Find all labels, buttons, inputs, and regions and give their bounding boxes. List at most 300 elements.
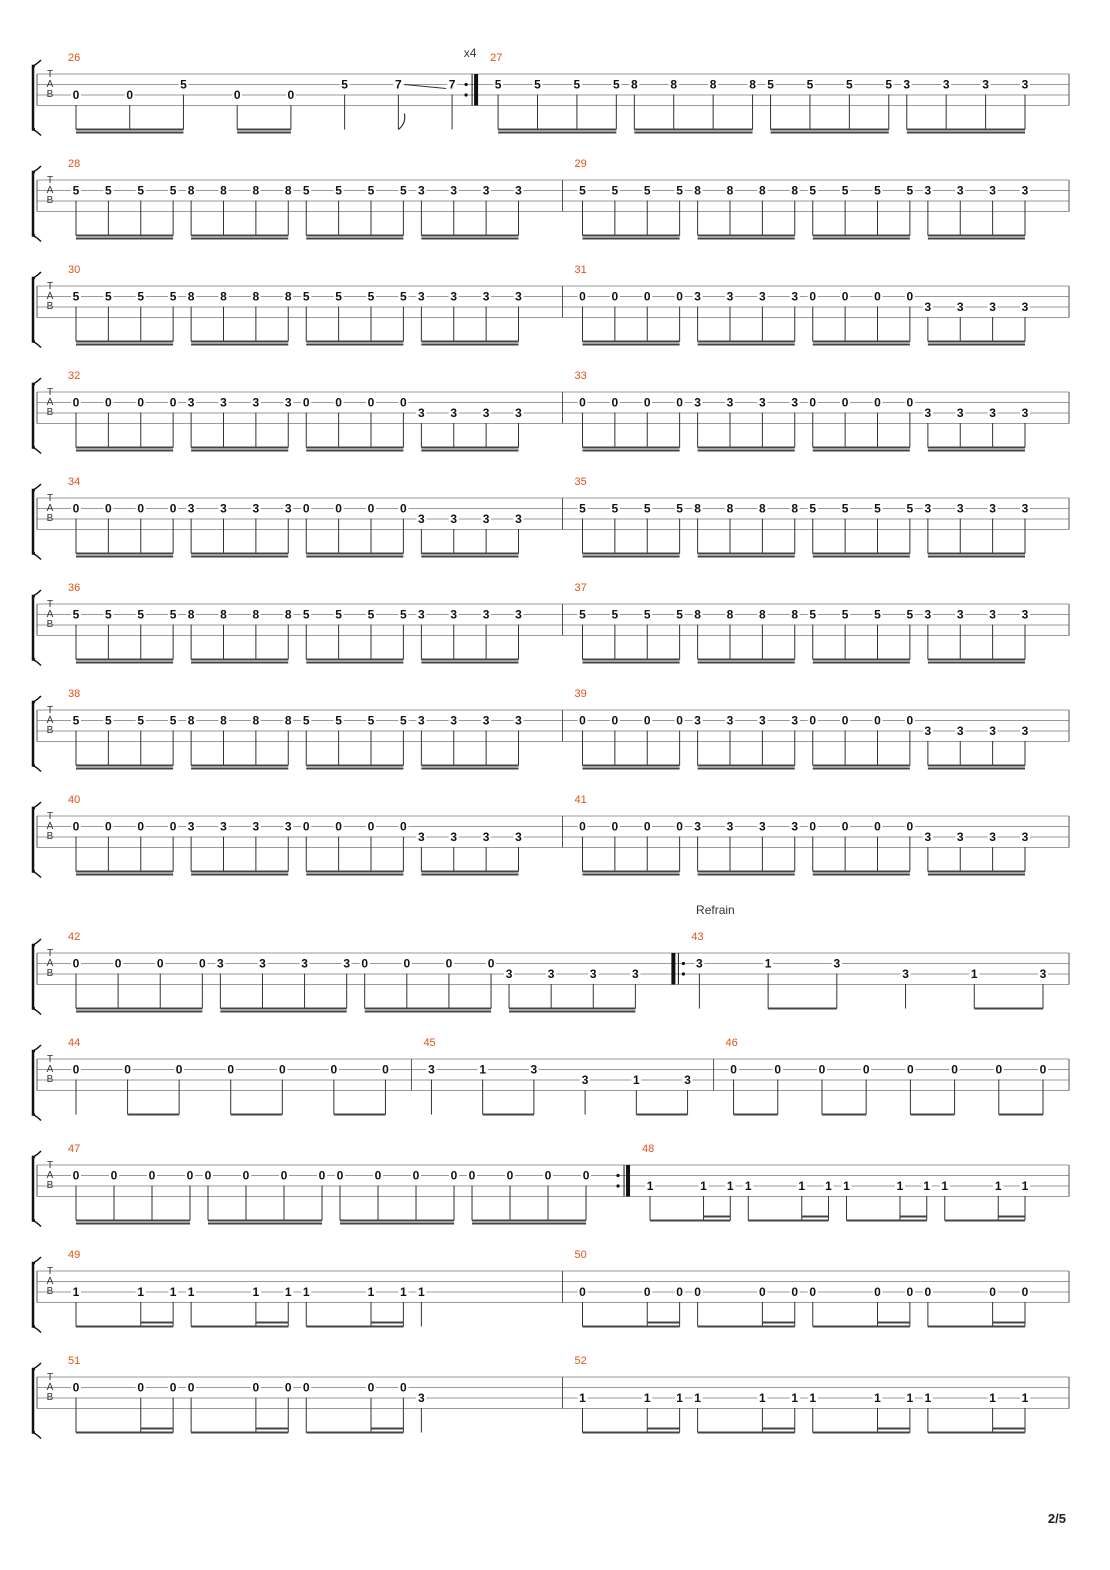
fret-number: 5 <box>302 289 310 304</box>
fret-number: 0 <box>906 713 914 728</box>
fret-number: 3 <box>482 183 490 198</box>
fret-number: 0 <box>287 88 295 102</box>
fret-number: 0 <box>126 88 134 102</box>
fret-number: 5 <box>809 183 817 198</box>
system-bracket <box>33 278 35 342</box>
fret-number: 5 <box>105 713 112 728</box>
fret-number: 3 <box>418 713 425 728</box>
fret-number: 1 <box>924 1391 932 1405</box>
fret-number: 0 <box>841 289 849 304</box>
fret-number: 0 <box>361 956 369 971</box>
tab-clef-letter: A <box>46 715 54 726</box>
tab-clef-letter: A <box>46 1382 54 1393</box>
repeat-dot <box>616 1184 619 1187</box>
tab-clef-letter: B <box>46 1392 54 1403</box>
fret-number: 0 <box>367 1380 375 1395</box>
fret-number: 5 <box>643 501 651 516</box>
fret-number: 0 <box>72 1168 80 1183</box>
fret-number: 3 <box>1021 724 1029 738</box>
tab-clef-letter: A <box>46 609 54 620</box>
fret-number: 3 <box>989 300 996 314</box>
fret-number: 5 <box>767 77 774 92</box>
fret-number: 0 <box>676 713 683 728</box>
fret-number: 1 <box>970 967 978 981</box>
fret-number: 0 <box>989 1285 996 1299</box>
fret-number: 0 <box>169 501 177 516</box>
fret-number: 3 <box>589 967 597 981</box>
tab-clef-letter: T <box>46 948 54 959</box>
fret-number: 3 <box>903 77 911 92</box>
fret-number: 0 <box>335 819 342 834</box>
fret-number: 5 <box>367 607 375 622</box>
fret-number: 3 <box>956 724 964 738</box>
measure-number: 42 <box>68 931 81 943</box>
fret-number: 0 <box>335 395 342 410</box>
fret-number: 5 <box>846 77 853 92</box>
fret-number: 0 <box>611 395 619 410</box>
tab-clef-letter: A <box>46 1064 54 1075</box>
fret-number: 3 <box>1021 501 1029 516</box>
fret-number: 5 <box>400 713 407 728</box>
fret-number: 0 <box>382 1062 389 1077</box>
fret-number: 1 <box>896 1179 904 1193</box>
fret-number: 1 <box>744 1179 752 1193</box>
fret-number: 3 <box>418 512 425 526</box>
fret-number: 0 <box>579 395 586 410</box>
section-marker-refrain: Refrain <box>696 903 735 917</box>
fret-number: 0 <box>374 1168 382 1183</box>
fret-number: 0 <box>169 395 177 410</box>
fret-number: 3 <box>759 819 766 834</box>
fret-number: 1 <box>137 1285 145 1299</box>
measure-number: 35 <box>574 476 587 488</box>
tab-clef-letter: T <box>46 493 54 504</box>
fret-number: 5 <box>367 713 375 728</box>
fret-number: 3 <box>220 395 227 410</box>
fret-number: 3 <box>684 1073 691 1087</box>
fret-number: 1 <box>791 1391 799 1405</box>
fret-number: 0 <box>335 501 342 516</box>
fret-number: 3 <box>1021 77 1029 92</box>
fret-number: 5 <box>169 183 177 198</box>
fret-number: 1 <box>809 1391 817 1405</box>
fret-number: 0 <box>330 1062 338 1077</box>
fret-number: 3 <box>418 289 425 304</box>
fret-number: 5 <box>400 607 407 622</box>
fret-number: 1 <box>646 1179 654 1193</box>
fret-number: 0 <box>809 819 817 834</box>
fret-number: 3 <box>505 967 513 981</box>
fret-number: 1 <box>252 1285 260 1299</box>
tab-clef-letter: A <box>46 1170 54 1181</box>
fret-number: 5 <box>643 183 651 198</box>
fret-number: 3 <box>450 713 458 728</box>
fret-number: 8 <box>670 77 678 92</box>
fret-number: 5 <box>169 289 177 304</box>
repeat-dot <box>464 83 467 86</box>
fret-number: 0 <box>72 88 80 102</box>
fret-number: 5 <box>874 607 881 622</box>
fret-number: 0 <box>302 1380 310 1395</box>
fret-number: 3 <box>284 395 292 410</box>
fret-number: 5 <box>906 501 914 516</box>
measure-number: 44 <box>68 1037 81 1049</box>
fret-number: 3 <box>450 830 458 844</box>
fret-number: 3 <box>217 956 224 971</box>
fret-number: 5 <box>874 501 881 516</box>
fret-number: 0 <box>110 1168 118 1183</box>
fret-number: 0 <box>759 1285 766 1299</box>
fret-number: 8 <box>284 289 292 304</box>
fret-number: 3 <box>924 300 932 314</box>
fret-number: 0 <box>403 956 411 971</box>
fret-number: 5 <box>105 607 112 622</box>
fret-number: 5 <box>676 607 683 622</box>
fret-number: 1 <box>694 1391 701 1405</box>
tab-clef-letter: A <box>46 503 54 514</box>
fret-number: 3 <box>515 289 522 304</box>
fret-number: 3 <box>1021 607 1029 622</box>
fret-number: 5 <box>611 183 619 198</box>
fret-number: 3 <box>902 967 909 981</box>
fret-number: 0 <box>611 819 619 834</box>
fret-number: 0 <box>841 395 849 410</box>
tab-clef-letter: B <box>46 301 54 312</box>
fret-number: 3 <box>791 395 799 410</box>
measure-number: 48 <box>642 1143 655 1155</box>
tab-clef-letter: B <box>46 195 54 206</box>
fret-number: 3 <box>791 713 799 728</box>
fret-number: 0 <box>124 1062 131 1077</box>
fret-number: 5 <box>612 77 620 92</box>
fret-number: 0 <box>105 819 112 834</box>
fret-number: 0 <box>302 395 310 410</box>
fret-number: 5 <box>579 183 586 198</box>
fret-number: 3 <box>450 406 458 420</box>
fret-number: 5 <box>841 607 849 622</box>
fret-number: 0 <box>137 501 145 516</box>
tab-clef-letter: B <box>46 407 54 418</box>
fret-number: 1 <box>843 1179 850 1193</box>
fret-number: 1 <box>994 1179 1002 1193</box>
fret-number: 8 <box>284 183 292 198</box>
fret-number: 3 <box>450 289 458 304</box>
fret-number: 3 <box>726 395 734 410</box>
fret-number: 3 <box>450 607 458 622</box>
fret-number: 0 <box>242 1168 250 1183</box>
fret-number: 3 <box>956 300 964 314</box>
fret-number: 5 <box>367 289 375 304</box>
fret-number: 0 <box>643 1285 651 1299</box>
fret-number: 3 <box>694 713 701 728</box>
fret-number: 3 <box>252 501 260 516</box>
fret-number: 1 <box>1021 1179 1029 1193</box>
fret-number: 8 <box>726 607 734 622</box>
fret-number: 3 <box>515 512 522 526</box>
fret-number: 8 <box>252 607 260 622</box>
fret-number: 3 <box>694 819 701 834</box>
system-bracket <box>33 1157 35 1221</box>
fret-number: 5 <box>72 289 80 304</box>
fret-number: 0 <box>907 1062 914 1077</box>
tab-clef-letter: A <box>46 79 54 90</box>
fret-number: 3 <box>956 830 964 844</box>
fret-number: 3 <box>989 830 996 844</box>
fret-number: 0 <box>924 1285 932 1299</box>
fret-number: 8 <box>252 713 260 728</box>
fret-number: 8 <box>759 183 766 198</box>
repeat-count: x4 <box>463 46 477 60</box>
fret-number: 0 <box>676 395 683 410</box>
fret-number: 0 <box>175 1062 183 1077</box>
fret-number: 1 <box>825 1179 832 1193</box>
fret-number: 0 <box>280 1168 288 1183</box>
fret-number: 0 <box>611 289 619 304</box>
fret-number: 3 <box>418 830 425 844</box>
fret-number: 8 <box>726 501 734 516</box>
fret-number: 8 <box>220 713 227 728</box>
tab-clef-letter: T <box>46 1266 54 1277</box>
fret-number: 3 <box>220 819 227 834</box>
fret-number: 0 <box>169 1380 177 1395</box>
measure-number: 39 <box>574 688 587 700</box>
fret-number: 3 <box>482 713 490 728</box>
fret-number: 0 <box>400 501 407 516</box>
tab-clef-letter: B <box>46 1074 54 1085</box>
measure-number: 36 <box>68 582 81 594</box>
fret-number: 0 <box>544 1168 552 1183</box>
fret-number: 3 <box>482 289 490 304</box>
fret-number: 5 <box>335 607 342 622</box>
fret-number: 0 <box>468 1168 476 1183</box>
tab-clef-letter: B <box>46 725 54 736</box>
fret-number: 3 <box>726 819 734 834</box>
fret-number: 0 <box>1021 1285 1029 1299</box>
measure-number: 27 <box>490 52 503 64</box>
fret-number: 1 <box>367 1285 375 1299</box>
fret-number: 3 <box>1021 830 1029 844</box>
tab-clef-letter: A <box>46 291 54 302</box>
fret-number: 1 <box>632 1073 640 1087</box>
fret-number: 0 <box>72 501 80 516</box>
fret-number: 3 <box>989 501 996 516</box>
fret-number: 3 <box>482 607 490 622</box>
fret-number: 0 <box>302 819 310 834</box>
fret-number: 3 <box>694 395 701 410</box>
fret-number: 0 <box>137 819 145 834</box>
fret-number: 5 <box>302 183 310 198</box>
fret-number: 8 <box>220 183 227 198</box>
fret-number: 8 <box>187 289 195 304</box>
fret-number: 0 <box>579 819 586 834</box>
tab-clef-letter: A <box>46 958 54 969</box>
tab-clef-letter: A <box>46 821 54 832</box>
tab-clef-letter: A <box>46 1276 54 1287</box>
tab-clef-letter: B <box>46 1180 54 1191</box>
fret-number: 3 <box>694 289 701 304</box>
measure-number: 29 <box>574 158 587 170</box>
fret-number: 0 <box>874 819 881 834</box>
fret-number: 0 <box>72 819 80 834</box>
system-bracket <box>33 66 35 130</box>
measure-number: 38 <box>68 688 81 700</box>
fret-number: 3 <box>284 819 292 834</box>
fret-number: 3 <box>924 607 932 622</box>
fret-number: 0 <box>169 819 177 834</box>
fret-number: 1 <box>676 1391 683 1405</box>
fret-number: 8 <box>759 607 766 622</box>
fret-number: 0 <box>72 956 80 971</box>
system-bracket <box>33 1369 35 1433</box>
fret-number: 0 <box>400 395 407 410</box>
fret-number: 3 <box>956 406 964 420</box>
fret-number: 3 <box>924 724 932 738</box>
fret-number: 3 <box>187 819 195 834</box>
fret-number: 0 <box>579 289 586 304</box>
measure-number: 43 <box>691 931 704 943</box>
fret-number: 1 <box>643 1391 651 1405</box>
system-bracket <box>33 172 35 236</box>
fret-number: 0 <box>72 1062 80 1077</box>
fret-number: 3 <box>418 607 425 622</box>
fret-number: 0 <box>156 956 164 971</box>
fret-number: 3 <box>301 956 308 971</box>
fret-number: 8 <box>749 77 756 92</box>
fret-number: 3 <box>632 967 639 981</box>
fret-number: 0 <box>906 1285 914 1299</box>
tab-clef-letter: T <box>46 387 54 398</box>
fret-number: 3 <box>515 830 522 844</box>
fret-number: 8 <box>252 183 260 198</box>
measure-number: 33 <box>574 370 587 382</box>
fret-number: 5 <box>579 607 586 622</box>
fret-number: 0 <box>791 1285 799 1299</box>
fret-number: 0 <box>582 1168 590 1183</box>
fret-number: 0 <box>841 819 849 834</box>
fret-number: 5 <box>137 183 145 198</box>
repeat-dot <box>464 93 467 96</box>
tab-clef-letter: B <box>46 968 54 979</box>
fret-number: 0 <box>874 1285 881 1299</box>
tab-clef-letter: T <box>46 705 54 716</box>
tab-clef-letter: T <box>46 599 54 610</box>
tab-clef-letter: A <box>46 185 54 196</box>
tab-clef-letter: B <box>46 619 54 630</box>
fret-number: 3 <box>482 406 490 420</box>
measure-number: 50 <box>574 1249 587 1261</box>
fret-number: 3 <box>343 956 351 971</box>
fret-number: 8 <box>187 607 195 622</box>
fret-number: 0 <box>105 501 112 516</box>
fret-number: 5 <box>335 289 342 304</box>
fret-number: 1 <box>579 1391 586 1405</box>
fret-number: 8 <box>759 501 766 516</box>
fret-number: 0 <box>906 395 914 410</box>
fret-number: 0 <box>199 956 206 971</box>
fret-number: 3 <box>187 395 195 410</box>
fret-number: 7 <box>395 77 402 92</box>
fret-number: 3 <box>989 607 996 622</box>
fret-number: 3 <box>220 501 227 516</box>
measure-number: 51 <box>68 1355 81 1367</box>
fret-number: 0 <box>951 1062 958 1077</box>
fret-number: 0 <box>676 819 683 834</box>
repeat-dot <box>616 1174 619 1177</box>
fret-number: 1 <box>700 1179 707 1193</box>
fret-number: 0 <box>841 713 849 728</box>
fret-number: 5 <box>335 713 342 728</box>
measure-number: 52 <box>574 1355 587 1367</box>
fret-number: 5 <box>341 77 348 92</box>
repeat-dot <box>682 972 685 975</box>
tab-clef-letter: B <box>46 1286 54 1297</box>
fret-number: 3 <box>982 77 989 92</box>
fret-number: 0 <box>730 1062 737 1077</box>
fret-number: 3 <box>956 607 964 622</box>
fret-number: 3 <box>187 501 195 516</box>
fret-number: 0 <box>187 1380 195 1395</box>
tab-clef-letter: T <box>46 811 54 822</box>
repeat-dot <box>682 962 685 965</box>
fret-number: 5 <box>137 713 145 728</box>
fret-number: 3 <box>515 607 522 622</box>
fret-number: 1 <box>759 1391 766 1405</box>
fret-number: 5 <box>137 607 145 622</box>
measure-number: 26 <box>68 52 81 64</box>
fret-number: 3 <box>418 406 425 420</box>
system-bracket <box>33 1051 35 1115</box>
fret-number: 5 <box>72 183 80 198</box>
fret-number: 1 <box>906 1391 914 1405</box>
fret-number: 0 <box>450 1168 458 1183</box>
system-bracket <box>33 945 35 1009</box>
fret-number: 1 <box>187 1285 195 1299</box>
fret-number: 1 <box>169 1285 177 1299</box>
fret-number: 0 <box>506 1168 514 1183</box>
fret-number: 8 <box>187 183 195 198</box>
fret-number: 3 <box>989 183 996 198</box>
fret-number: 5 <box>180 77 187 92</box>
fret-number: 5 <box>335 183 342 198</box>
fret-number: 3 <box>989 406 996 420</box>
fret-number: 3 <box>252 819 260 834</box>
fret-number: 5 <box>806 77 814 92</box>
fret-number: 3 <box>924 830 932 844</box>
fret-number: 0 <box>278 1062 286 1077</box>
fret-number: 3 <box>759 289 766 304</box>
fret-number: 0 <box>809 1285 817 1299</box>
fret-number: 1 <box>726 1179 734 1193</box>
system-bracket <box>33 1263 35 1327</box>
fret-number: 1 <box>923 1179 931 1193</box>
fret-number: 0 <box>643 395 651 410</box>
fret-number: 3 <box>942 77 950 92</box>
fret-number: 0 <box>611 713 619 728</box>
fret-number: 8 <box>220 289 227 304</box>
fret-number: 0 <box>137 395 145 410</box>
fret-number: 0 <box>445 956 453 971</box>
system-bracket <box>33 702 35 766</box>
fret-number: 1 <box>989 1391 996 1405</box>
fret-number: 8 <box>630 77 638 92</box>
fret-number: 3 <box>581 1073 589 1087</box>
fret-number: 0 <box>233 88 241 102</box>
fret-number: 3 <box>1021 406 1029 420</box>
fret-number: 5 <box>494 77 502 92</box>
fret-number: 8 <box>709 77 717 92</box>
fret-number: 5 <box>302 607 310 622</box>
fret-number: 0 <box>284 1380 292 1395</box>
